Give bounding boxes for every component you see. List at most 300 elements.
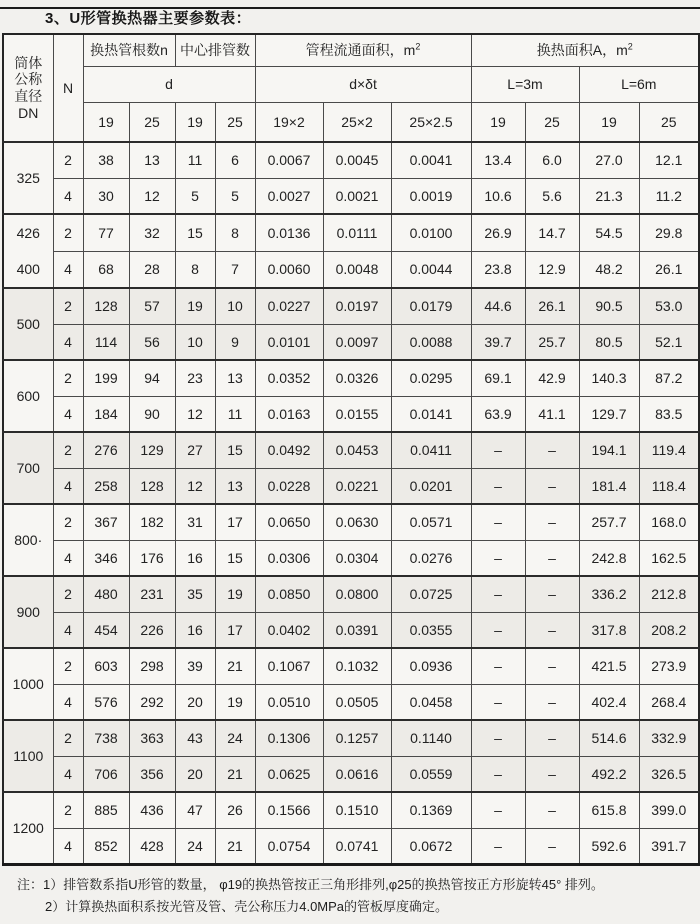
data-cell: 0.0650 <box>255 504 323 540</box>
header-n: N <box>53 34 83 142</box>
header-size-col: 19×2 <box>255 102 323 142</box>
header-center-rows: 中心排管数 <box>175 34 255 66</box>
data-cell: 332.9 <box>639 720 699 756</box>
data-cell: 24 <box>175 828 215 864</box>
header-size-col: 25 <box>129 102 175 142</box>
table-row <box>3 178 699 214</box>
data-cell: 12.1 <box>639 142 699 178</box>
footnote-1: 注：1）排管数系指U形管的数量， φ19的换热管按正三角形排列,φ25的换热管按正方形旋转45° 排列。 <box>17 876 604 892</box>
data-cell: 492.2 <box>579 756 639 792</box>
data-cell: 129 <box>129 432 175 468</box>
data-cell: 0.0725 <box>391 576 471 612</box>
data-cell: 0.0027 <box>255 178 323 214</box>
data-cell: 0.0453 <box>323 432 391 468</box>
data-cell: – <box>525 684 579 720</box>
data-cell: 706 <box>83 756 129 792</box>
header-size-col: 25 <box>215 102 255 142</box>
data-cell: 26.1 <box>525 288 579 324</box>
data-cell: 0.1306 <box>255 720 323 756</box>
n-cell: 2 <box>53 792 83 828</box>
data-cell: 0.0510 <box>255 684 323 720</box>
data-cell: 0.0411 <box>391 432 471 468</box>
data-cell: 11 <box>175 142 215 178</box>
superscript-2: 2 <box>415 41 421 52</box>
data-cell: 17 <box>215 504 255 540</box>
data-cell: 15 <box>215 540 255 576</box>
data-cell: 326.5 <box>639 756 699 792</box>
data-cell: 0.0228 <box>255 468 323 504</box>
data-cell: 0.1067 <box>255 648 323 684</box>
data-cell: 27 <box>175 432 215 468</box>
data-cell: – <box>525 612 579 648</box>
data-cell: 6.0 <box>525 142 579 178</box>
dn-value: 426 <box>16 225 40 241</box>
data-cell: 119.4 <box>639 432 699 468</box>
notes <box>17 874 700 918</box>
data-cell: – <box>525 540 579 576</box>
data-cell: 140.3 <box>579 360 639 396</box>
dn-value: 900 <box>16 604 40 620</box>
data-cell: 68 <box>83 251 129 288</box>
data-cell: 24 <box>215 720 255 756</box>
header-size-col: 25×2.5 <box>391 102 471 142</box>
data-cell: – <box>471 576 525 612</box>
data-cell: 885 <box>83 792 129 828</box>
n-cell: 4 <box>53 468 83 504</box>
header-shell-diameter-line: 公称 <box>14 71 43 88</box>
data-cell: 26.9 <box>471 214 525 251</box>
data-cell: 10 <box>175 324 215 360</box>
table-row <box>3 792 699 828</box>
data-cell: – <box>471 828 525 864</box>
header-shell-diameter <box>3 34 53 142</box>
dn-value: 400 <box>16 261 40 277</box>
data-cell: 0.0111 <box>323 214 391 251</box>
data-cell: 0.0060 <box>255 251 323 288</box>
data-cell: 21 <box>215 828 255 864</box>
header-size-col: 19 <box>83 102 129 142</box>
n-cell: 4 <box>53 251 83 288</box>
data-cell: 53.0 <box>639 288 699 324</box>
data-cell: 391.7 <box>639 828 699 864</box>
data-cell: 268.4 <box>639 684 699 720</box>
data-cell: 128 <box>83 288 129 324</box>
data-cell: 0.0625 <box>255 756 323 792</box>
dn-value: 500 <box>16 316 40 332</box>
data-cell: 0.0391 <box>323 612 391 648</box>
header-size-col: 25 <box>639 102 699 142</box>
data-cell: 0.1032 <box>323 648 391 684</box>
table-row <box>3 432 699 468</box>
data-cell: 26 <box>215 792 255 828</box>
data-cell: 12.9 <box>525 251 579 288</box>
data-cell: 226 <box>129 612 175 648</box>
data-cell: 0.0326 <box>323 360 391 396</box>
data-cell: 35 <box>175 576 215 612</box>
data-cell: – <box>471 684 525 720</box>
data-cell: 25.7 <box>525 324 579 360</box>
data-cell: 0.0045 <box>323 142 391 178</box>
n-cell: 2 <box>53 142 83 178</box>
data-cell: 592.6 <box>579 828 639 864</box>
data-cell: – <box>525 828 579 864</box>
data-cell: 8 <box>215 214 255 251</box>
data-cell: 0.0571 <box>391 504 471 540</box>
data-cell: 168.0 <box>639 504 699 540</box>
header-heat-area <box>471 34 699 66</box>
footnote-2: 2）计算换热面积系按光管及管、壳公称压力4.0MPa的管板厚度确定。 <box>45 898 449 914</box>
dn-cell <box>3 214 53 288</box>
data-cell: 0.0492 <box>255 432 323 468</box>
table-row <box>3 684 699 720</box>
dn-cell <box>3 504 53 576</box>
data-cell: – <box>525 792 579 828</box>
data-cell: 0.0936 <box>391 648 471 684</box>
data-cell: 0.0155 <box>323 396 391 432</box>
n-cell: 4 <box>53 178 83 214</box>
data-cell: 13 <box>129 142 175 178</box>
superscript-2: 2 <box>627 41 633 52</box>
data-cell: – <box>525 432 579 468</box>
data-cell: – <box>471 756 525 792</box>
data-cell: 0.0141 <box>391 396 471 432</box>
data-cell: 0.0197 <box>323 288 391 324</box>
data-cell: 16 <box>175 612 215 648</box>
data-cell: 317.8 <box>579 612 639 648</box>
data-cell: 0.0100 <box>391 214 471 251</box>
data-cell: 118.4 <box>639 468 699 504</box>
data-cell: 80.5 <box>579 324 639 360</box>
data-cell: 276 <box>83 432 129 468</box>
data-cell: 0.0402 <box>255 612 323 648</box>
data-cell: 27.0 <box>579 142 639 178</box>
data-cell: – <box>525 504 579 540</box>
dn-value: 800· <box>14 532 43 548</box>
data-cell: 0.0306 <box>255 540 323 576</box>
data-cell: 421.5 <box>579 648 639 684</box>
data-cell: 63.9 <box>471 396 525 432</box>
table-row <box>3 576 699 612</box>
data-cell: 356 <box>129 756 175 792</box>
data-cell: 514.6 <box>579 720 639 756</box>
n-cell: 4 <box>53 540 83 576</box>
data-cell: 39.7 <box>471 324 525 360</box>
data-cell: 11.2 <box>639 178 699 214</box>
data-cell: 273.9 <box>639 648 699 684</box>
data-cell: 6 <box>215 142 255 178</box>
dn-value: 700 <box>16 460 40 476</box>
table-row <box>3 288 699 324</box>
n-cell: 4 <box>53 684 83 720</box>
data-cell: 0.0616 <box>323 756 391 792</box>
data-cell: 402.4 <box>579 684 639 720</box>
data-cell: 367 <box>83 504 129 540</box>
data-cell: 114 <box>83 324 129 360</box>
data-cell: 436 <box>129 792 175 828</box>
n-cell: 4 <box>53 396 83 432</box>
table-row <box>3 756 699 792</box>
dn-value: 600 <box>16 388 40 404</box>
data-cell: 0.0295 <box>391 360 471 396</box>
data-cell: 43 <box>175 720 215 756</box>
parameters-table <box>2 33 700 866</box>
data-cell: 0.0067 <box>255 142 323 178</box>
data-cell: 128 <box>129 468 175 504</box>
header-shell-diameter-line: DN <box>18 104 39 121</box>
data-cell: 57 <box>129 288 175 324</box>
data-cell: 258 <box>83 468 129 504</box>
data-cell: 184 <box>83 396 129 432</box>
data-cell: 20 <box>175 684 215 720</box>
table-row <box>3 142 699 178</box>
data-cell: – <box>471 792 525 828</box>
table-row <box>3 214 699 251</box>
n-cell: 4 <box>53 612 83 648</box>
data-cell: 0.0505 <box>323 684 391 720</box>
header-heat-area-label: 换热面积A，m <box>536 42 628 59</box>
data-cell: – <box>471 432 525 468</box>
data-cell: 0.1140 <box>391 720 471 756</box>
data-cell: 182 <box>129 504 175 540</box>
data-cell: 292 <box>129 684 175 720</box>
table-row <box>3 540 699 576</box>
dn-cell <box>3 288 53 360</box>
table-row <box>3 720 699 756</box>
data-cell: 194.1 <box>579 432 639 468</box>
data-cell: – <box>471 468 525 504</box>
header-shell-diameter-line: 直径 <box>14 88 43 104</box>
dn-cell <box>3 142 53 214</box>
data-cell: 0.0850 <box>255 576 323 612</box>
data-cell: 21.3 <box>579 178 639 214</box>
data-cell: – <box>525 648 579 684</box>
data-cell: 0.0041 <box>391 142 471 178</box>
data-cell: 19 <box>215 576 255 612</box>
n-cell: 2 <box>53 288 83 324</box>
header-tube-count: 换热管根数n <box>83 34 175 66</box>
page-top-rule <box>0 7 700 9</box>
dn-cell <box>3 648 53 720</box>
data-cell: 0.0559 <box>391 756 471 792</box>
data-cell: 199 <box>83 360 129 396</box>
data-cell: 162.5 <box>639 540 699 576</box>
data-cell: 90 <box>129 396 175 432</box>
dn-cell <box>3 360 53 432</box>
data-cell: 0.0741 <box>323 828 391 864</box>
data-cell: 94 <box>129 360 175 396</box>
data-cell: 603 <box>83 648 129 684</box>
data-cell: 12 <box>175 468 215 504</box>
n-cell: 2 <box>53 214 83 251</box>
header-d: d <box>83 66 255 102</box>
data-cell: 852 <box>83 828 129 864</box>
n-cell: 2 <box>53 360 83 396</box>
data-cell: 39 <box>175 648 215 684</box>
header-size-col: 19 <box>175 102 215 142</box>
data-cell: 0.0179 <box>391 288 471 324</box>
data-cell: 0.0800 <box>323 576 391 612</box>
data-cell: 38 <box>83 142 129 178</box>
data-cell: 257.7 <box>579 504 639 540</box>
data-cell: 77 <box>83 214 129 251</box>
data-cell: 242.8 <box>579 540 639 576</box>
data-cell: 298 <box>129 648 175 684</box>
data-cell: 0.1257 <box>323 720 391 756</box>
page-title: 3、U形管换热器主要参数表： <box>45 10 252 27</box>
data-cell: 31 <box>175 504 215 540</box>
n-cell: 4 <box>53 756 83 792</box>
data-cell: – <box>471 720 525 756</box>
data-cell: 41.1 <box>525 396 579 432</box>
data-cell: 12 <box>175 396 215 432</box>
table-row <box>3 612 699 648</box>
data-cell: 5 <box>215 178 255 214</box>
data-cell: 32 <box>129 214 175 251</box>
data-cell: 5.6 <box>525 178 579 214</box>
n-cell: 2 <box>53 432 83 468</box>
data-cell: 0.0276 <box>391 540 471 576</box>
dn-cell <box>3 720 53 792</box>
header-l6m: L=6m <box>579 66 699 102</box>
data-cell: 87.2 <box>639 360 699 396</box>
data-cell: 0.0458 <box>391 684 471 720</box>
n-cell: 2 <box>53 504 83 540</box>
data-cell: 0.1369 <box>391 792 471 828</box>
data-cell: 181.4 <box>579 468 639 504</box>
data-cell: 11 <box>215 396 255 432</box>
data-cell: – <box>471 540 525 576</box>
data-cell: 0.0048 <box>323 251 391 288</box>
data-cell: 90.5 <box>579 288 639 324</box>
data-cell: 231 <box>129 576 175 612</box>
data-cell: 14.7 <box>525 214 579 251</box>
data-cell: 738 <box>83 720 129 756</box>
data-cell: 428 <box>129 828 175 864</box>
data-cell: 52.1 <box>639 324 699 360</box>
data-cell: 12 <box>129 178 175 214</box>
n-cell: 2 <box>53 648 83 684</box>
n-cell: 4 <box>53 324 83 360</box>
data-cell: 208.2 <box>639 612 699 648</box>
table-row <box>3 648 699 684</box>
data-cell: 0.0136 <box>255 214 323 251</box>
dn-cell <box>3 792 53 864</box>
data-cell: 0.0227 <box>255 288 323 324</box>
data-cell: 9 <box>215 324 255 360</box>
data-cell: 30 <box>83 178 129 214</box>
data-cell: 15 <box>215 432 255 468</box>
data-cell: 336.2 <box>579 576 639 612</box>
data-cell: 16 <box>175 540 215 576</box>
data-cell: 0.0754 <box>255 828 323 864</box>
data-cell: – <box>471 648 525 684</box>
table-row <box>3 360 699 396</box>
header-size-col: 19 <box>579 102 639 142</box>
data-cell: 5 <box>175 178 215 214</box>
data-cell: 0.0201 <box>391 468 471 504</box>
dn-value: 325 <box>16 170 40 186</box>
n-cell: 4 <box>53 828 83 864</box>
header-size-col: 19 <box>471 102 525 142</box>
data-cell: 0.0088 <box>391 324 471 360</box>
n-cell: 2 <box>53 576 83 612</box>
data-cell: 69.1 <box>471 360 525 396</box>
table-body <box>3 142 699 864</box>
data-cell: 346 <box>83 540 129 576</box>
data-cell: 0.0630 <box>323 504 391 540</box>
table-row <box>3 251 699 288</box>
data-cell: – <box>525 756 579 792</box>
data-cell: 0.0097 <box>323 324 391 360</box>
table-row <box>3 396 699 432</box>
data-cell: 176 <box>129 540 175 576</box>
data-cell: 21 <box>215 756 255 792</box>
data-cell: 19 <box>215 684 255 720</box>
data-cell: 19 <box>175 288 215 324</box>
data-cell: 576 <box>83 684 129 720</box>
data-cell: 17 <box>215 612 255 648</box>
table-row <box>3 504 699 540</box>
table-row <box>3 828 699 864</box>
dn-value: 1100 <box>13 748 44 764</box>
data-cell: 20 <box>175 756 215 792</box>
header-flow-area-label: 管程流通面积，m <box>305 42 416 59</box>
data-cell: 47 <box>175 792 215 828</box>
header-size-col: 25×2 <box>323 102 391 142</box>
data-cell: 0.0101 <box>255 324 323 360</box>
data-cell: – <box>525 720 579 756</box>
data-cell: 15 <box>175 214 215 251</box>
dn-cell <box>3 432 53 504</box>
data-cell: 54.5 <box>579 214 639 251</box>
data-cell: 23.8 <box>471 251 525 288</box>
data-cell: 0.0355 <box>391 612 471 648</box>
data-cell: 0.0044 <box>391 251 471 288</box>
data-cell: 212.8 <box>639 576 699 612</box>
data-cell: 615.8 <box>579 792 639 828</box>
data-cell: – <box>471 612 525 648</box>
data-cell: 480 <box>83 576 129 612</box>
data-cell: 363 <box>129 720 175 756</box>
data-cell: 13.4 <box>471 142 525 178</box>
data-cell: 48.2 <box>579 251 639 288</box>
data-cell: 0.0352 <box>255 360 323 396</box>
data-cell: 454 <box>83 612 129 648</box>
header-size-col: 25 <box>525 102 579 142</box>
data-cell: 28 <box>129 251 175 288</box>
data-cell: 10.6 <box>471 178 525 214</box>
dn-value: 1200 <box>12 819 44 836</box>
data-cell: 42.9 <box>525 360 579 396</box>
data-cell: 13 <box>215 468 255 504</box>
data-cell: 399.0 <box>639 792 699 828</box>
data-cell: 0.1566 <box>255 792 323 828</box>
data-cell: 29.8 <box>639 214 699 251</box>
table-row <box>3 324 699 360</box>
data-cell: 0.0221 <box>323 468 391 504</box>
data-cell: 10 <box>215 288 255 324</box>
data-cell: 23 <box>175 360 215 396</box>
data-cell: 0.0672 <box>391 828 471 864</box>
data-cell: 0.0021 <box>323 178 391 214</box>
data-cell: 21 <box>215 648 255 684</box>
data-cell: – <box>525 468 579 504</box>
data-cell: 8 <box>175 251 215 288</box>
header-shell-diameter-line: 筒体 <box>14 54 43 71</box>
table-row <box>3 468 699 504</box>
data-cell: 0.0304 <box>323 540 391 576</box>
dn-cell <box>3 576 53 648</box>
